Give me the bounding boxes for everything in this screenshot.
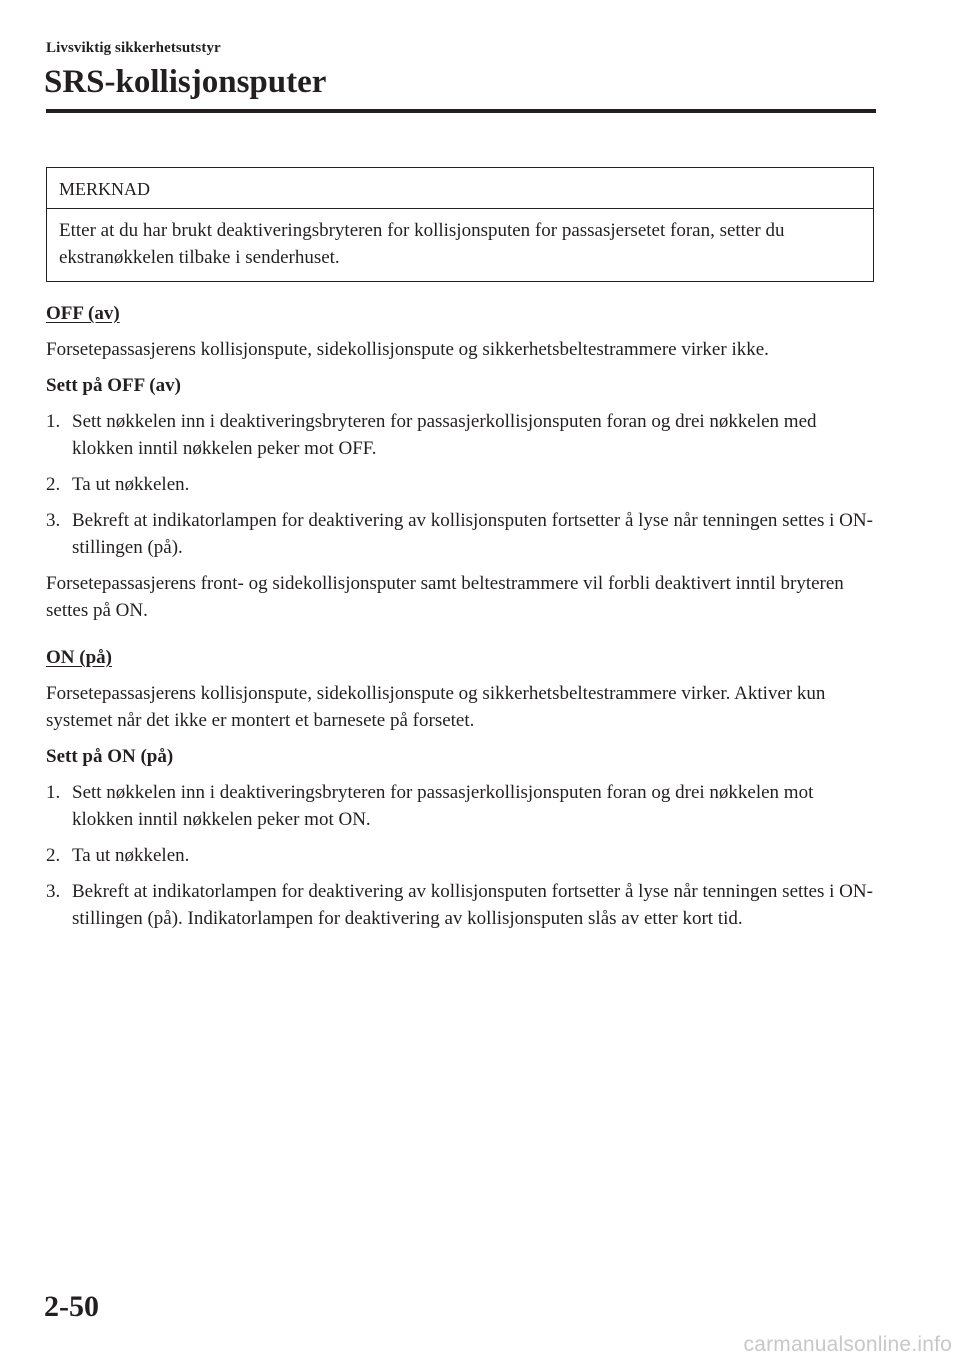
list-item bbox=[46, 408, 876, 462]
main-content bbox=[46, 300, 876, 941]
step-text: Ta ut nøkkelen. bbox=[72, 845, 190, 866]
off-procedure-title: Sett på OFF (av) bbox=[46, 375, 181, 396]
off-conclusion: Forsetepassasjerens front- og sidekollisjonsputer samt beltestrammere vil forbli deaktivert inntil bryteren settes på ON. bbox=[46, 573, 844, 621]
step-text: Bekreft at indikatorlampen for deaktivering av kollisjonsputen fortsetter å lyse når tenningen settes i ON-stillingen (på). Indikatorlampen for deaktivering av kollisjonsputen slås av etter kort tid. bbox=[72, 881, 873, 929]
list-item bbox=[46, 507, 876, 561]
list-item bbox=[46, 842, 876, 869]
note-text: Etter at du har brukt deaktiveringsbryteren for kollisjonsputen for passasjersetet foran, setter du ekstranøkkelen tilbake i senderhuset. bbox=[59, 220, 785, 268]
step-text: Bekreft at indikatorlampen for deaktivering av kollisjonsputen fortsetter å lyse når tenningen settes i ON-stillingen (på). bbox=[72, 510, 873, 558]
step-number: 1. bbox=[46, 782, 61, 803]
list-item bbox=[46, 779, 876, 833]
on-procedure-title: Sett på ON (på) bbox=[46, 746, 174, 767]
on-description: Forsetepassasjerens kollisjonspute, sidekollisjonspute og sikkerhetsbeltestrammere virker. Aktiver kun systemet når det ikke er montert et barnesete på forsetet. bbox=[46, 683, 826, 731]
section-kicker: Livsviktig sikkerhetsutstyr bbox=[46, 40, 221, 56]
page-number: 2-50 bbox=[44, 1290, 99, 1323]
off-heading: OFF (av) bbox=[46, 303, 120, 324]
list-item bbox=[46, 471, 876, 498]
step-text: Ta ut nøkkelen. bbox=[72, 474, 190, 495]
step-number: 3. bbox=[46, 510, 61, 531]
step-number: 1. bbox=[46, 411, 61, 432]
step-text: Sett nøkkelen inn i deaktiveringsbryteren for passasjerkollisjonsputen foran og drei nøkkelen med klokken inntil nøkkelen peker mot OFF. bbox=[72, 411, 817, 459]
title-rule bbox=[46, 109, 876, 113]
watermark: carmanualsonline.info bbox=[743, 1333, 952, 1356]
on-steps-list bbox=[46, 779, 876, 932]
step-number: 2. bbox=[46, 474, 61, 495]
step-number: 3. bbox=[46, 881, 61, 902]
note-label: MERKNAD bbox=[47, 168, 873, 209]
list-item bbox=[46, 878, 876, 932]
off-steps-list bbox=[46, 408, 876, 561]
step-text: Sett nøkkelen inn i deaktiveringsbryteren for passasjerkollisjonsputen foran og drei nøkkelen mot klokken inntil nøkkelen peker mot ON. bbox=[72, 782, 814, 830]
step-number: 2. bbox=[46, 845, 61, 866]
on-heading: ON (på) bbox=[46, 647, 112, 668]
page-title: SRS-kollisjonsputer bbox=[44, 64, 327, 100]
off-description: Forsetepassasjerens kollisjonspute, sidekollisjonspute og sikkerhetsbeltestrammere virker ikke. bbox=[46, 339, 769, 360]
note-box bbox=[46, 167, 874, 282]
